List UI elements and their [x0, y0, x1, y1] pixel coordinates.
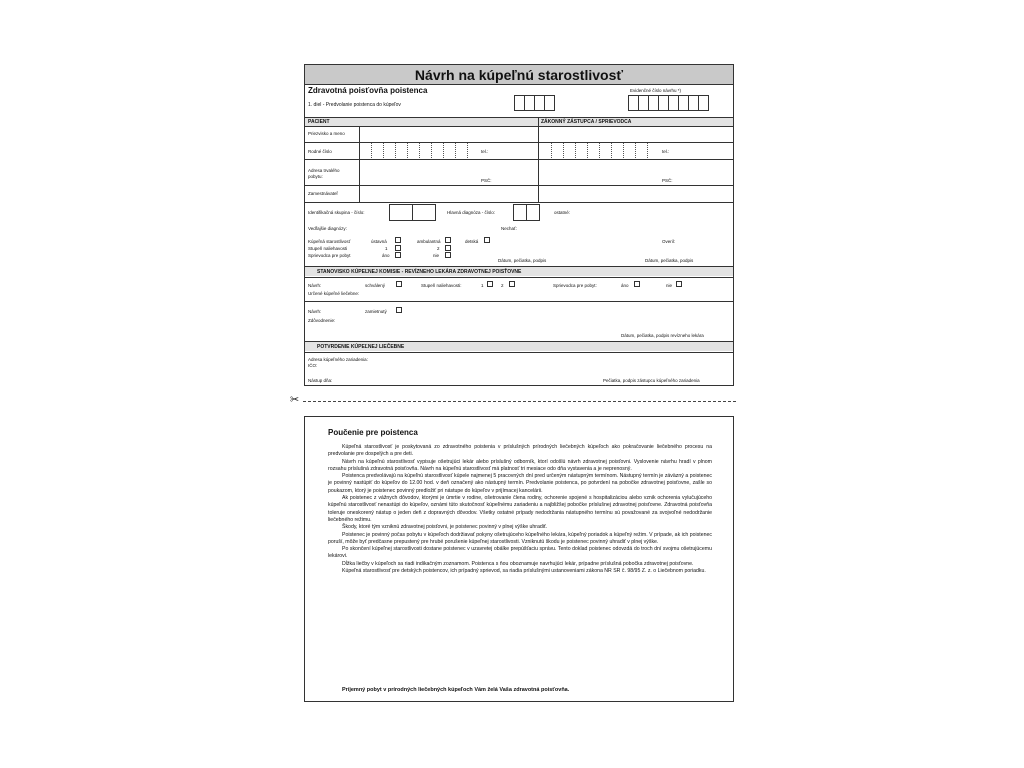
psc-label: PSČ:: [481, 178, 492, 183]
location-label: Určené kúpeľné liečebne:: [308, 291, 360, 296]
care-ambulatory: ambulantná: [417, 239, 441, 244]
no2: nie: [666, 283, 673, 288]
notice-paragraph: Návrh na kúpeľnú starostlivosť vypisuje ošetrujúci lekár alebo príslušný odborník, ktorí odošlú návrh zdravotnej poisťovni. Vyslovenie návrhu hradí v plnom rozsahu príslušná zdravotná poisťovňa. Návrh na kúpeľnú starostlivosť má platnosť tri mesiace odo dňa vystavenia a je neprenosný.: [328, 458, 712, 472]
notice-paragraph: Poistenca predvolávajú na kúpeľnú starostlivosť kúpele najmenej 5 pracovných dní pred určeným nástupným termínom. Nástupný termín je záväzný a poistenec je povinný nastúpiť do kúpeľov do 12.00 hod. v deň označený ako nástupný termín. Predvolanie poistenca, po potvrdení na pobočke zdravotnej poisťovne, zašle so poukazom, ktorý je poistenec povinný predložiť pri nástupe do kúpeľov v prijímacej kancelárii.: [328, 473, 712, 494]
divider: [305, 352, 733, 353]
diagnosis-box-1[interactable]: [513, 204, 527, 221]
care-inpatient-checkbox[interactable]: [395, 237, 401, 243]
date-sign-label: Dátum, pečiatka, podpis: [498, 258, 547, 263]
proposal-label: Návrh:: [308, 283, 322, 288]
psc-label-2: PSČ:: [662, 178, 673, 183]
escort-label-2: Sprievodca pre pobyt:: [553, 283, 597, 288]
care-ambulatory-checkbox[interactable]: [445, 237, 451, 243]
proposal-label-2: Návrh:: [308, 309, 322, 314]
address-label-2: pobytu:: [308, 174, 323, 179]
date-sign-label-2: Dátum, pečiatka, podpis: [645, 258, 694, 263]
care-inpatient: ústavná: [371, 239, 387, 244]
urgency-2: 2: [437, 246, 440, 251]
yes2-checkbox[interactable]: [634, 281, 640, 287]
notice-paragraph: Poistenec je povinný počas pobytu v kúpeľoch dodržiavať pokyny ošetrujúceho kúpeľného lekára, kúpeľný poriadok a kúpeľný režim. V prípade, ak ich poistenec poruší, môže byť predčasne prepustený pre hrubé porušenie kúpeľnej starostlivosti. Vzniknutú škodu je poistenec povinný uhradiť v plnej výške.: [328, 531, 712, 545]
employer-label: Zamestnávateľ: [308, 191, 338, 196]
notice-paragraph: Škody, ktoré tým vzniknú zdravotnej poisťovni, je poistenec povinný v plnej výške uhradiť.: [342, 524, 548, 531]
divider: [305, 159, 733, 160]
representative-header: ZÁKONNÝ ZÁSTUPCA / SPRIEVODCA: [541, 119, 632, 125]
indication-label: Identifikačná skupina - číslo:: [308, 210, 365, 215]
care-label: Kúpeľná starostlivosť: [308, 239, 351, 244]
ico-label: IČO:: [308, 363, 318, 368]
escort-label: Sprievodca pre pobyt: [308, 253, 351, 258]
divider: [305, 301, 733, 302]
reason-label: Zdôvodnenie:: [308, 318, 336, 323]
u1-checkbox[interactable]: [487, 281, 493, 287]
divider: [305, 185, 733, 186]
label-column-divider: [359, 126, 360, 202]
divider: [305, 126, 733, 127]
indication-box-2[interactable]: [412, 204, 436, 221]
address-label-1: Adresa trvalého: [308, 168, 340, 173]
secondary-diag-label: Vedľajšie diagnózy:: [308, 226, 347, 231]
rest-label: Nechať:: [501, 226, 517, 231]
main-diagnosis-label: Hlavná diagnóza - číslo:: [447, 210, 496, 215]
notice-paragraph: Ak poistenec z vážnych dôvodov, ktorými je úmrtie v rodine, ošetrovanie člena rodiny, ochorenie spojené s hospitalizáciou alebo vznik ochorenia vylučujúceho kúpeľnú starostlivosť nenastúpi do kúpeľov, oznámi túto skutočnosť kúpeľnému zariadeniu a najbližšej pobočke príslušnej zdravotnej poisťovne. Zdravotná poisťovňa toleruje oneskorený nástup o jeden deň z dopravných dôvodov. Všetky ostatné prípady nedodržania nástupného termínu sú považované za svojvoľné nedodržanie liečebného režimu.: [328, 495, 712, 523]
urgency-2-checkbox[interactable]: [445, 245, 451, 251]
cut-line: [303, 401, 736, 402]
evidence-box-8[interactable]: [698, 95, 709, 111]
escort-no-checkbox[interactable]: [445, 252, 451, 258]
scissors-icon: ✂: [290, 394, 300, 406]
notice-paragraph: Kúpeľná starostlivosť je poskytovaná zo zdravotného poistenia v príslušných prírodných liečebných kúpeľoch ako pokračovanie liečebného procesu na predvolanie pre dospelých a pre deti.: [328, 444, 712, 458]
notice-paragraph: Kúpeľná starostlivosť pre detských poistencov, ich prípadný sprievod, sa riadia príslušnými ustanoveniami zákona NR SR č. 98/95 Z. z. o Liečebnom poriadku.: [342, 568, 706, 575]
urgency-label: Stupeň naliehavosti: [308, 246, 348, 251]
notice-title: Poučenie pre poistenca: [328, 428, 418, 437]
urgency-label-2: Stupeň naliehavosti:: [421, 283, 462, 288]
commission-header: STANOVISKO KÚPEĽNEJ KOMISIE - REVÍZNEHO LEKÁRA ZDRAVOTNEJ POISŤOVNE: [317, 269, 522, 275]
u1: 1: [481, 283, 484, 288]
urgency-1-checkbox[interactable]: [395, 245, 401, 251]
approved-label: schválený: [365, 283, 386, 288]
facility-address-label: Adresa kúpeľného zariadenia:: [308, 357, 368, 362]
indication-box-1[interactable]: [389, 204, 413, 221]
reviewer-sign: Dátum, pečiatka, podpis revízneho lekára: [621, 333, 704, 338]
facility-sign: Pečiatka, podpis zástupcu kúpeľného zariadenia: [603, 378, 700, 383]
patient-header-band: [305, 118, 733, 126]
diagnosis-box-2[interactable]: [526, 204, 540, 221]
verify-label: Overil:: [662, 239, 676, 244]
notice-paragraph: Po skončení kúpeľnej starostlivosti dostane poistenec v uzavretej obálke prepúšťaciu správu. Tento doklad poistenec odovzdá do troch dní svojmu ošetrujúcemu lekárovi.: [328, 546, 712, 560]
u2: 2: [501, 283, 504, 288]
escort-yes: áno: [382, 253, 390, 258]
evidence-number-label: Evidenčné číslo návrhu *): [630, 88, 682, 93]
tel-label-2: tel.:: [662, 149, 670, 154]
yes2: áno: [621, 283, 629, 288]
insurer-code-box-4[interactable]: [544, 95, 555, 111]
rejected-label: zamietnutý: [365, 309, 387, 314]
notice-sheet: [304, 416, 734, 702]
notice-body: [328, 444, 712, 575]
other-label: ostatné:: [554, 210, 571, 215]
urgency-1: 1: [385, 246, 388, 251]
divider: [305, 277, 733, 278]
tel-label: tel.:: [481, 149, 489, 154]
part-label: 1. diel - Predvolanie poistenca do kúpeľov: [308, 102, 401, 108]
care-children-checkbox[interactable]: [484, 237, 490, 243]
notice-paragraph: Dĺžka liečby v kúpeľoch sa riadi indikačným zoznamom. Poistenca s ňou oboznamuje navrhujúci lekár, prípadne príslušná pobočka zdravotnej poisťovne.: [342, 560, 694, 567]
no2-checkbox[interactable]: [676, 281, 682, 287]
proposal-form: [304, 64, 734, 386]
birth-number-label: Rodné číslo: [308, 149, 332, 154]
insurer-name: Zdravotná poisťovňa poistenca: [308, 86, 428, 95]
rejected-checkbox[interactable]: [396, 307, 402, 313]
confirm-header: POTVRDENIE KÚPEĽNEJ LIEČEBNE: [317, 344, 405, 350]
escort-no: nie: [433, 253, 440, 258]
escort-yes-checkbox[interactable]: [395, 252, 401, 258]
u2-checkbox[interactable]: [509, 281, 515, 287]
surname-label: Priezvisko a meno: [308, 131, 345, 136]
care-children: detská: [465, 239, 479, 244]
form-title: Návrh na kúpeľnú starostlivosť: [414, 67, 624, 83]
approved-checkbox[interactable]: [396, 281, 402, 287]
days-label: Nástup dňa:: [308, 378, 333, 383]
divider: [305, 202, 733, 203]
notice-footer: Príjemný pobyt v prírodných liečebných kúpeľoch Vám želá Vaša zdravotná poisťovňa.: [342, 687, 570, 693]
divider: [305, 142, 733, 143]
patient-header: PACIENT: [308, 119, 330, 125]
